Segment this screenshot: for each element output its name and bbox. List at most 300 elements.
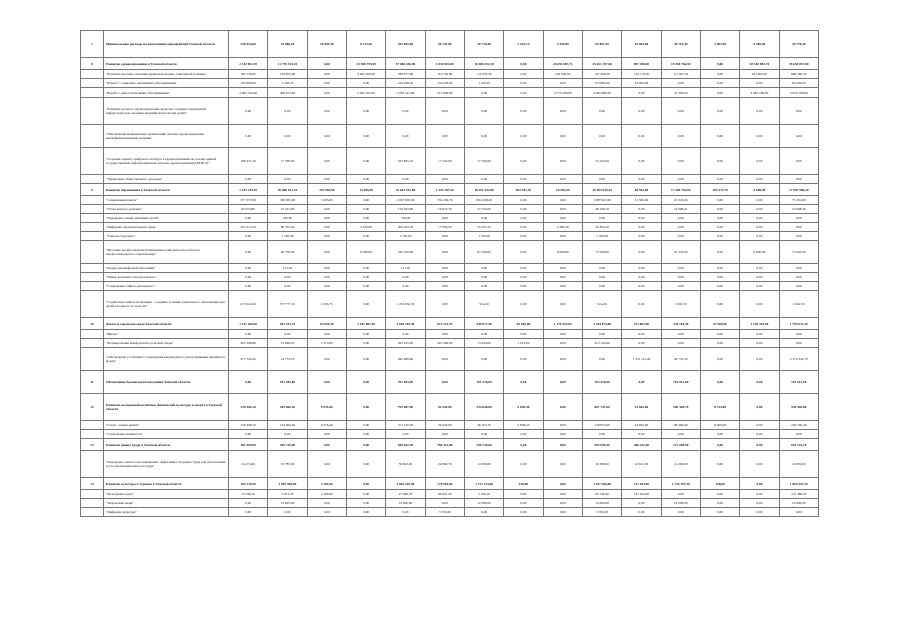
value-cell: 34 806,20 xyxy=(268,31,307,58)
value-cell: 0,00 xyxy=(268,508,307,517)
value-cell: 0,00 xyxy=(543,499,582,508)
value-cell: 0,00 xyxy=(504,205,543,214)
row-number xyxy=(81,430,104,439)
value-cell: 3,00 xyxy=(307,348,346,371)
value-cell: 0,00 xyxy=(740,196,779,205)
value-cell: 0,00 xyxy=(582,264,621,273)
value-cell: 0,00 xyxy=(425,291,464,318)
value-cell: 73 920,00 xyxy=(582,241,621,264)
value-cell: 0,00 xyxy=(543,439,582,451)
value-cell: 153 899,20 xyxy=(582,79,621,88)
value-cell: 0,00 xyxy=(268,273,307,282)
value-cell: 67 320,00 xyxy=(661,241,700,264)
value-cell: 897 308,00 xyxy=(622,58,661,70)
value-cell: 740 063,00 xyxy=(268,196,307,205)
value-cell: 0,00 xyxy=(661,125,700,148)
value-cell: 0,00 xyxy=(700,439,739,451)
value-cell: 6 600,00 xyxy=(740,241,779,264)
value-cell: 59 603,90 xyxy=(386,451,425,478)
value-cell: 3,00 xyxy=(307,430,346,439)
value-cell: 0,00 xyxy=(464,264,503,273)
section-row xyxy=(81,394,819,421)
value-cell: 0,00 xyxy=(464,273,503,282)
value-cell: 1 120,20 xyxy=(464,79,503,88)
value-cell: 0,00 xyxy=(700,490,739,499)
value-cell: 0,00 xyxy=(622,264,661,273)
row-number: 12 xyxy=(81,394,104,421)
value-cell: 3,00 xyxy=(307,205,346,214)
value-cell: 0,00 xyxy=(346,478,385,490)
value-cell: 22 663 541,80 xyxy=(386,184,425,196)
value-cell: 1 157 260,00 xyxy=(229,318,268,330)
value-cell: 6 608,90 xyxy=(740,184,779,196)
row-name: "Борьба с онкологическими заболеваниями" xyxy=(104,88,229,98)
value-cell: 20 184 916,43 xyxy=(582,184,621,196)
value-cell: 18 291 542,90 xyxy=(464,184,503,196)
value-cell: 0,00 xyxy=(346,394,385,421)
value-cell: 100 359,60 xyxy=(386,241,425,264)
value-cell: 58 502,00 xyxy=(622,184,661,196)
value-cell: 0,00 xyxy=(268,98,307,125)
value-cell: 0,00 xyxy=(622,371,661,394)
value-cell: 326 024,60 xyxy=(229,31,268,58)
value-cell: 1 700,00 xyxy=(464,232,503,241)
value-cell: 13 424,00 xyxy=(464,339,503,348)
row-number xyxy=(81,148,104,175)
value-cell: 9 838,20 xyxy=(504,421,543,430)
value-cell: 757 777,10 xyxy=(268,291,307,318)
row-name: "Молодые профессионалы (Повышение конкурентоспособности профессионального образования)" xyxy=(104,241,229,264)
value-cell: 1 700,00 xyxy=(268,232,307,241)
value-cell: 0,00 xyxy=(229,98,268,125)
value-cell: 57 686 456,00 xyxy=(386,58,425,70)
value-cell: 67 900,00 xyxy=(700,318,739,330)
value-cell: 1 087 980,00 xyxy=(268,478,307,490)
value-cell: 0,00 xyxy=(229,282,268,291)
value-cell: 271 801,60 xyxy=(622,318,661,330)
value-cell: 335,00 xyxy=(268,214,307,223)
value-cell: 2 062 425,00 xyxy=(386,478,425,490)
value-cell: 0,00 xyxy=(346,330,385,339)
value-cell: 8 724,00 xyxy=(700,394,739,421)
value-cell: 0,00 xyxy=(425,241,464,264)
value-cell: 0,00 xyxy=(425,98,464,125)
value-cell: 154 078,00 xyxy=(425,79,464,88)
value-cell: 0,00 xyxy=(425,282,464,291)
row-name: "Социальные лифты для каждого" xyxy=(104,282,229,291)
value-cell: 2 382,30 xyxy=(543,223,582,232)
row-name: "Новые возможности для каждого" xyxy=(104,273,229,282)
value-cell: 878 142,70 xyxy=(779,439,818,451)
value-cell: 995 090,30 xyxy=(582,439,621,451)
value-cell: 0,00 xyxy=(543,430,582,439)
value-cell: 1 179 525,00 xyxy=(543,318,582,330)
value-cell: 0,00 xyxy=(661,98,700,125)
value-cell: 37 525,00 xyxy=(464,205,503,214)
value-cell: 1 161 887,50 xyxy=(346,318,385,330)
value-cell: 0,00 xyxy=(229,264,268,273)
value-cell: 3 087 200,00 xyxy=(740,88,779,98)
value-cell: 701 283,00 xyxy=(268,371,307,394)
value-cell: 0,00 xyxy=(740,223,779,232)
value-cell: 694 298,20 xyxy=(464,196,503,205)
value-cell: 29 778,20 xyxy=(779,31,818,58)
value-cell: 158,00 xyxy=(504,478,543,490)
value-cell: 239 286,10 xyxy=(229,394,268,421)
value-cell: 539 590,80 xyxy=(779,394,818,421)
value-cell: 147 496,30 xyxy=(582,70,621,79)
value-cell: 14 358,00 xyxy=(464,451,503,478)
value-cell: 0,00 xyxy=(700,125,739,148)
section-row xyxy=(81,318,819,330)
value-cell: 0,00 xyxy=(622,214,661,223)
value-cell: 701 012,00 xyxy=(661,371,700,394)
value-cell: 13 956,09 xyxy=(346,184,385,196)
value-cell: 6 600,00 xyxy=(543,241,582,264)
value-cell: 29 863,00 xyxy=(622,31,661,58)
value-cell: 263 414,10 xyxy=(229,223,268,232)
row-name: "Творческие люди" xyxy=(104,499,229,508)
value-cell: 0,00 xyxy=(622,148,661,175)
row-name: "Жилье" xyxy=(104,330,229,339)
row-name: "Обеспечение устойчивого сокращения непригодного для проживания жилищного фонда" xyxy=(104,348,229,371)
value-cell: 0,00 xyxy=(661,490,700,499)
value-cell: 0,00 xyxy=(779,330,818,339)
table-row xyxy=(81,232,819,241)
value-cell: 0,00 xyxy=(504,499,543,508)
value-cell: 0,00 xyxy=(346,451,385,478)
value-cell: 0,00 xyxy=(740,478,779,490)
value-cell: 2 082 742,60 xyxy=(229,88,268,98)
value-cell: 0,00 xyxy=(543,282,582,291)
value-cell: 0,00 xyxy=(661,273,700,282)
value-cell: 0,00 xyxy=(700,196,739,205)
value-cell: 1 864 397,50 xyxy=(779,478,818,490)
value-cell: 0,00 xyxy=(779,125,818,148)
value-cell: 0,00 xyxy=(543,291,582,318)
value-cell: 0,00 xyxy=(504,125,543,148)
row-number xyxy=(81,348,104,371)
value-cell: 0,00 xyxy=(700,214,739,223)
table-row xyxy=(81,273,819,282)
value-cell: 381 909,90 xyxy=(229,439,268,451)
value-cell: 0,00 xyxy=(740,264,779,273)
row-name: "Создание единого цифрового контура в здравоохранении на основе единой государственной информационной системы здравоохранения (ЕГИСЗ)" xyxy=(104,148,229,175)
value-cell: 14 200,00 xyxy=(661,451,700,478)
value-cell: 281 900,00 xyxy=(740,70,779,79)
row-number xyxy=(81,175,104,184)
table-row xyxy=(81,499,819,508)
value-cell: 0,00 xyxy=(543,98,582,125)
row-number xyxy=(81,282,104,291)
value-cell: 0,00 xyxy=(700,70,739,79)
value-cell: 0,00 xyxy=(346,79,385,88)
value-cell: 534 846,00 xyxy=(464,394,503,421)
value-cell: 492 489,90 xyxy=(386,348,425,371)
table-row xyxy=(81,79,819,88)
value-cell: 0,00 xyxy=(740,499,779,508)
row-name: "Поддержка семей, имеющих детей" xyxy=(104,214,229,223)
value-cell: 1 096,75 xyxy=(307,291,346,318)
value-cell: 0,00 xyxy=(504,88,543,98)
row-name: "Спорт - норма жизни" xyxy=(104,421,229,430)
value-cell: 3,00 xyxy=(307,330,346,339)
value-cell: 0,00 xyxy=(700,58,739,70)
value-cell: 0,00 xyxy=(504,196,543,205)
row-name: "Развитие детского здравоохранения, включая создание современной инфраструктуры оказания медицинской помощи детям" xyxy=(104,98,229,125)
value-cell: 0,00 xyxy=(346,205,385,214)
value-cell: 0,00 xyxy=(504,508,543,517)
value-cell: 2 562,90 xyxy=(700,31,739,58)
value-cell: 147 404,00 xyxy=(622,490,661,499)
value-cell: 0,00 xyxy=(582,430,621,439)
value-cell: 0,00 xyxy=(504,371,543,394)
value-cell: 111 097,30 xyxy=(661,70,700,79)
row-number: 9 xyxy=(81,184,104,196)
value-cell: 0,00 xyxy=(464,282,503,291)
value-cell: 17 790,00 xyxy=(268,148,307,175)
value-cell: 0,00 xyxy=(346,98,385,125)
value-cell: 0,00 xyxy=(425,125,464,148)
value-cell: 0,00 xyxy=(740,490,779,499)
value-cell: 1 716 787,30 xyxy=(661,478,700,490)
value-cell: 183 176,90 xyxy=(229,478,268,490)
value-cell: 0,00 xyxy=(700,282,739,291)
value-cell: 0,00 xyxy=(543,348,582,371)
value-cell: 0,00 xyxy=(740,232,779,241)
row-number xyxy=(81,508,104,517)
value-cell: 2 374 342,70 xyxy=(779,348,818,371)
value-cell: 0,00 xyxy=(464,175,503,184)
value-cell: 789 077,60 xyxy=(386,70,425,79)
value-cell: 0,00 xyxy=(543,125,582,148)
value-cell: 0,00 xyxy=(582,214,621,223)
value-cell: 286 331,60 xyxy=(622,439,661,451)
value-cell: 0,00 xyxy=(779,148,818,175)
value-cell: 0,00 xyxy=(386,98,425,125)
value-cell: 0,00 xyxy=(582,98,621,125)
value-cell: 0,00 xyxy=(229,430,268,439)
value-cell: 14 600,00 xyxy=(386,499,425,508)
value-cell: 0,00 xyxy=(346,291,385,318)
value-cell: 2 132 902,70 xyxy=(229,58,268,70)
row-number xyxy=(81,125,104,148)
value-cell: 0,00 xyxy=(386,125,425,148)
row-name: "Социальная активность" xyxy=(104,430,229,439)
value-cell: 98 466,90 xyxy=(661,421,700,430)
value-cell: 281 423,75 xyxy=(268,318,307,330)
value-cell: 26 589,00 xyxy=(582,451,621,478)
row-name: "Содействие занятости женщин - создание условий дошкольного образования для детей в возрасте до трех лет" xyxy=(104,291,229,318)
value-cell: 1 700,00 xyxy=(582,232,621,241)
value-cell: 6 585,00 xyxy=(740,31,779,58)
value-cell: 638 642,30 xyxy=(386,439,425,451)
value-cell: 0,00 xyxy=(622,330,661,339)
value-cell: 31 500,00 xyxy=(622,196,661,205)
value-cell: 0,00 xyxy=(346,232,385,241)
value-cell: 0,00 xyxy=(386,175,425,184)
value-cell: 11 770 315,25 xyxy=(268,58,307,70)
value-cell: 28 548 983,70 xyxy=(740,58,779,70)
value-cell: 25 457,25 xyxy=(464,223,503,232)
value-cell: 3,00 xyxy=(307,70,346,79)
value-cell: 0,00 xyxy=(779,214,818,223)
value-cell: 703 576,00 xyxy=(582,371,621,394)
value-cell: 0,00 xyxy=(779,430,818,439)
value-cell: 0,00 xyxy=(386,282,425,291)
value-cell: 0,00 xyxy=(346,421,385,430)
value-cell: 2 495 702,00 xyxy=(346,88,385,98)
value-cell: 0,00 xyxy=(543,371,582,394)
value-cell: 22 098,41 xyxy=(661,205,700,214)
row-name: Развитие культуры и туризма в Томской области xyxy=(104,478,229,490)
value-cell: 17 520,00 xyxy=(425,148,464,175)
value-cell: 0,00 xyxy=(622,273,661,282)
value-cell: 3,00 xyxy=(307,88,346,98)
value-cell: 3,00 xyxy=(307,508,346,517)
value-cell: 14 000,00 xyxy=(661,499,700,508)
row-name: Развитие рынка труда в Томской области xyxy=(104,439,229,451)
value-cell: 0,00 xyxy=(229,241,268,264)
value-cell: 0,00 xyxy=(543,79,582,88)
value-cell: 0,00 xyxy=(346,214,385,223)
value-cell: 1 232 632,30 xyxy=(386,291,425,318)
row-name: "Формирование комфортной городской среды" xyxy=(104,339,229,348)
value-cell: 48 106,70 xyxy=(582,205,621,214)
value-cell: 3,00 xyxy=(307,232,346,241)
value-cell: 0,00 xyxy=(346,273,385,282)
value-cell: 121,40 xyxy=(268,264,307,273)
table-row xyxy=(81,196,819,205)
value-cell: 0,00 xyxy=(504,214,543,223)
value-cell: 0,00 xyxy=(229,371,268,394)
value-cell: 499 673,85 xyxy=(268,88,307,98)
value-cell: 0,00 xyxy=(504,439,543,451)
value-cell: 0,00 xyxy=(582,330,621,339)
value-cell: 69 550,00 xyxy=(779,79,818,88)
value-cell: 0,00 xyxy=(425,232,464,241)
value-cell: 2 649 703,50 xyxy=(386,318,425,330)
value-cell: 0,00 xyxy=(700,232,739,241)
row-name: Развитие молодежной политики, физической культуры и спорта в Томской области xyxy=(104,394,229,421)
value-cell: 3,00 xyxy=(307,241,346,264)
value-cell: 8 499,00 xyxy=(700,421,739,430)
value-cell: 0,00 xyxy=(740,79,779,88)
value-cell: 225 855,10 xyxy=(386,148,425,175)
value-cell: 0,00 xyxy=(543,421,582,430)
value-cell: 0,00 xyxy=(700,348,739,371)
value-cell: 3 059 708,00 xyxy=(779,88,818,98)
value-cell: 0,00 xyxy=(386,508,425,517)
value-cell: 14 900,00 xyxy=(779,499,818,508)
value-cell: 3,00 xyxy=(307,175,346,184)
value-cell: 0,00 xyxy=(386,330,425,339)
value-cell: 0,00 xyxy=(622,282,661,291)
value-cell: 0,00 xyxy=(661,264,700,273)
row-name: "Успех каждого ребенка" xyxy=(104,205,229,214)
value-cell: 0,00 xyxy=(464,348,503,371)
value-cell: 1 335 113,40 xyxy=(622,348,661,371)
value-cell: 0,00 xyxy=(779,232,818,241)
value-cell: 1 794 071,20 xyxy=(779,318,818,330)
value-cell: 0,00 xyxy=(464,430,503,439)
row-number xyxy=(81,451,104,478)
value-cell: 40 733,30 xyxy=(661,348,700,371)
value-cell: 5 087 521,80 xyxy=(386,88,425,98)
value-cell: 0,00 xyxy=(425,430,464,439)
value-cell: 0,00 xyxy=(700,264,739,273)
value-cell: 16 345,00 xyxy=(661,196,700,205)
row-number xyxy=(81,330,104,339)
value-cell: 0,00 xyxy=(740,394,779,421)
row-number xyxy=(81,98,104,125)
value-cell: 0,00 xyxy=(740,273,779,282)
value-cell: 18 493,50 xyxy=(307,31,346,58)
value-cell: 2 773 200,00 xyxy=(543,88,582,98)
table-row xyxy=(81,490,819,499)
value-cell: 3,00 xyxy=(307,214,346,223)
value-cell: 0,00 xyxy=(622,499,661,508)
value-cell: 0,00 xyxy=(464,98,503,125)
value-cell: 509 440,70 xyxy=(661,394,700,421)
value-cell: 0,00 xyxy=(661,79,700,88)
value-cell: 3,00 xyxy=(307,79,346,88)
value-cell: 0,00 xyxy=(386,430,425,439)
value-cell: 0,00 xyxy=(346,125,385,148)
value-cell: 0,00 xyxy=(700,291,739,318)
value-cell: 13 996,45 xyxy=(268,339,307,348)
table-row xyxy=(81,451,819,478)
table-row xyxy=(81,330,819,339)
value-cell: 116 770,30 xyxy=(622,70,661,79)
value-cell: 0,00 xyxy=(779,98,818,125)
value-cell: 40 147,80 xyxy=(425,31,464,58)
section-row xyxy=(81,58,819,70)
value-cell: 0,00 xyxy=(700,371,739,394)
value-cell: 0,00 xyxy=(346,439,385,451)
value-cell: 3,00 xyxy=(307,282,346,291)
row-number xyxy=(81,499,104,508)
value-cell: 26 655 087,71 xyxy=(543,58,582,70)
row-name: "Цифровая культура" xyxy=(104,508,229,517)
table-row xyxy=(81,339,819,348)
row-number xyxy=(81,421,104,430)
value-cell: 0,00 xyxy=(504,264,543,273)
value-cell: 376,00 xyxy=(386,214,425,223)
value-cell: 0,00 xyxy=(779,264,818,273)
value-cell: 45 850,10 xyxy=(582,223,621,232)
value-cell: 1 120,20 xyxy=(268,79,307,88)
value-cell: 0,00 xyxy=(346,508,385,517)
value-cell: 1 062,50 xyxy=(661,291,700,318)
value-cell: 82 920,00 xyxy=(425,394,464,421)
value-cell: 0,00 xyxy=(779,282,818,291)
value-cell: 147 403,00 xyxy=(622,478,661,490)
value-cell: 0,00 xyxy=(504,241,543,264)
value-cell: 63 093,00 xyxy=(622,79,661,88)
value-cell: 9 456,00 xyxy=(543,31,582,58)
value-cell: 0,00 xyxy=(700,88,739,98)
value-cell: 0,00 xyxy=(504,79,543,88)
row-name: "Поддержка занятости и повышение эффективности рынка труда для обеспечения роста производительности труда" xyxy=(104,451,229,478)
value-cell: 1 830 902,80 xyxy=(425,58,464,70)
row-number: 10 xyxy=(81,318,104,330)
value-cell: 0,00 xyxy=(346,175,385,184)
row-number xyxy=(81,241,104,264)
table-row xyxy=(81,223,819,232)
value-cell: 0,00 xyxy=(229,273,268,282)
value-cell: 73 920,00 xyxy=(779,241,818,264)
